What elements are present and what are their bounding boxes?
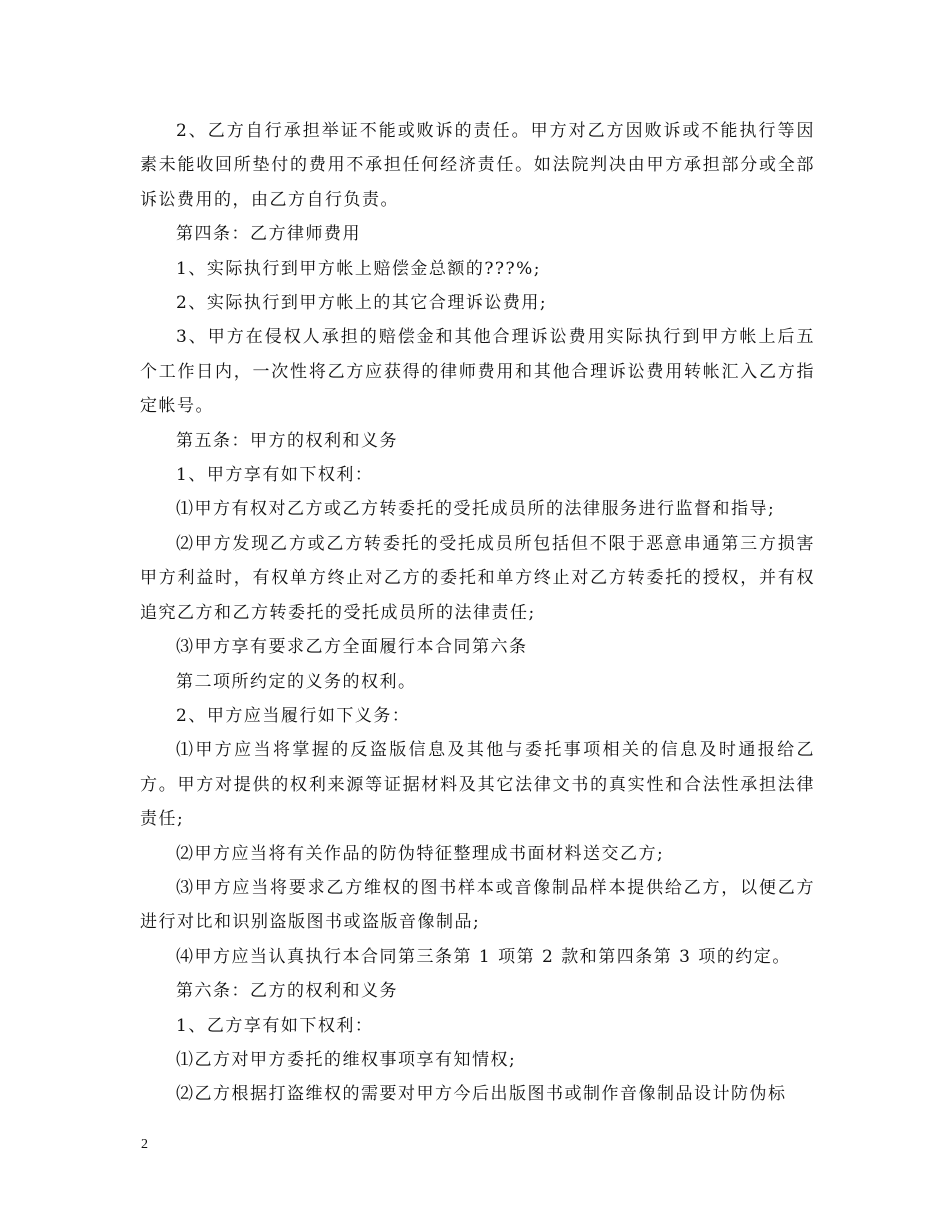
paragraph: ⑴乙方对甲方委托的维权事项享有知情权; — [176, 1049, 517, 1070]
paragraph: ⑵乙方根据打盗维权的需要对甲方今后出版图书或制作音像制品设计防伪标 — [176, 1084, 787, 1105]
paragraph: 1、实际执行到甲方帐上赔偿金总额的???%; — [176, 258, 542, 279]
paragraph: 2、甲方应当履行如下义务： — [176, 705, 411, 726]
paragraph: ⑴甲方有权对乙方或乙方转委托的受托成员所的法律服务进行监督和指导; — [176, 499, 776, 520]
paragraph: ⑶甲方应当将要求乙方维权的图书样本或音像制品样本提供给乙方，以便乙方进行对比和识别盗版图书或盗版音像制品; — [140, 877, 815, 933]
section-heading: 第六条：乙方的权利和义务 — [176, 981, 398, 1002]
paragraph: 2、实际执行到甲方帐上的其它合理诉讼费用; — [176, 293, 548, 314]
page-number: 2 — [141, 1137, 148, 1152]
paragraph: 2、乙方自行承担举证不能或败诉的责任。甲方对乙方因败诉或不能执行等因素未能收回所垫付的费用不承担任何经济责任。如法院判决由甲方承担部分或全部诉讼费用的，由乙方自行负责。 — [140, 121, 815, 210]
document-body — [140, 114, 815, 1112]
paragraph: ⑵甲方发现乙方或乙方转委托的受托成员所包括但不限于恶意串通第三方损害甲方利益时，有权单方终止对乙方的委托和单方终止对乙方转委托的授权，并有权追究乙方和乙方转委托的受托成员所的法律责任; — [140, 533, 815, 623]
paragraph: ⑴甲方应当将掌握的反盗版信息及其他与委托事项相关的信息及时通报给乙方。甲方对提供的权利来源等证据材料及其它法律文书的真实性和合法性承担法律责任; — [140, 740, 815, 830]
paragraph: 1、甲方享有如下权利： — [176, 465, 374, 486]
paragraph: ⑶甲方享有要求乙方全面履行本合同第六条 — [176, 637, 528, 658]
paragraph: 第二项所约定的义务的权利。 — [176, 671, 417, 692]
paragraph: 1、乙方享有如下权利： — [176, 1015, 374, 1036]
section-heading: 第四条：乙方律师费用 — [176, 224, 361, 245]
paragraph: 3、甲方在侵权人承担的赔偿金和其他合理诉讼费用实际执行到甲方帐上后五个工作日内，一次性将乙方应获得的律师费用和其他合理诉讼费用转帐汇入乙方指定帐号。 — [140, 327, 815, 417]
paragraph: ⑷甲方应当认真执行本合同第三条第 1 项第 2 款和第四条第 3 项的约定。 — [176, 946, 791, 967]
paragraph: ⑵甲方应当将有关作品的防伪特征整理成书面材料送交乙方; — [176, 843, 665, 864]
section-heading: 第五条：甲方的权利和义务 — [176, 430, 398, 451]
